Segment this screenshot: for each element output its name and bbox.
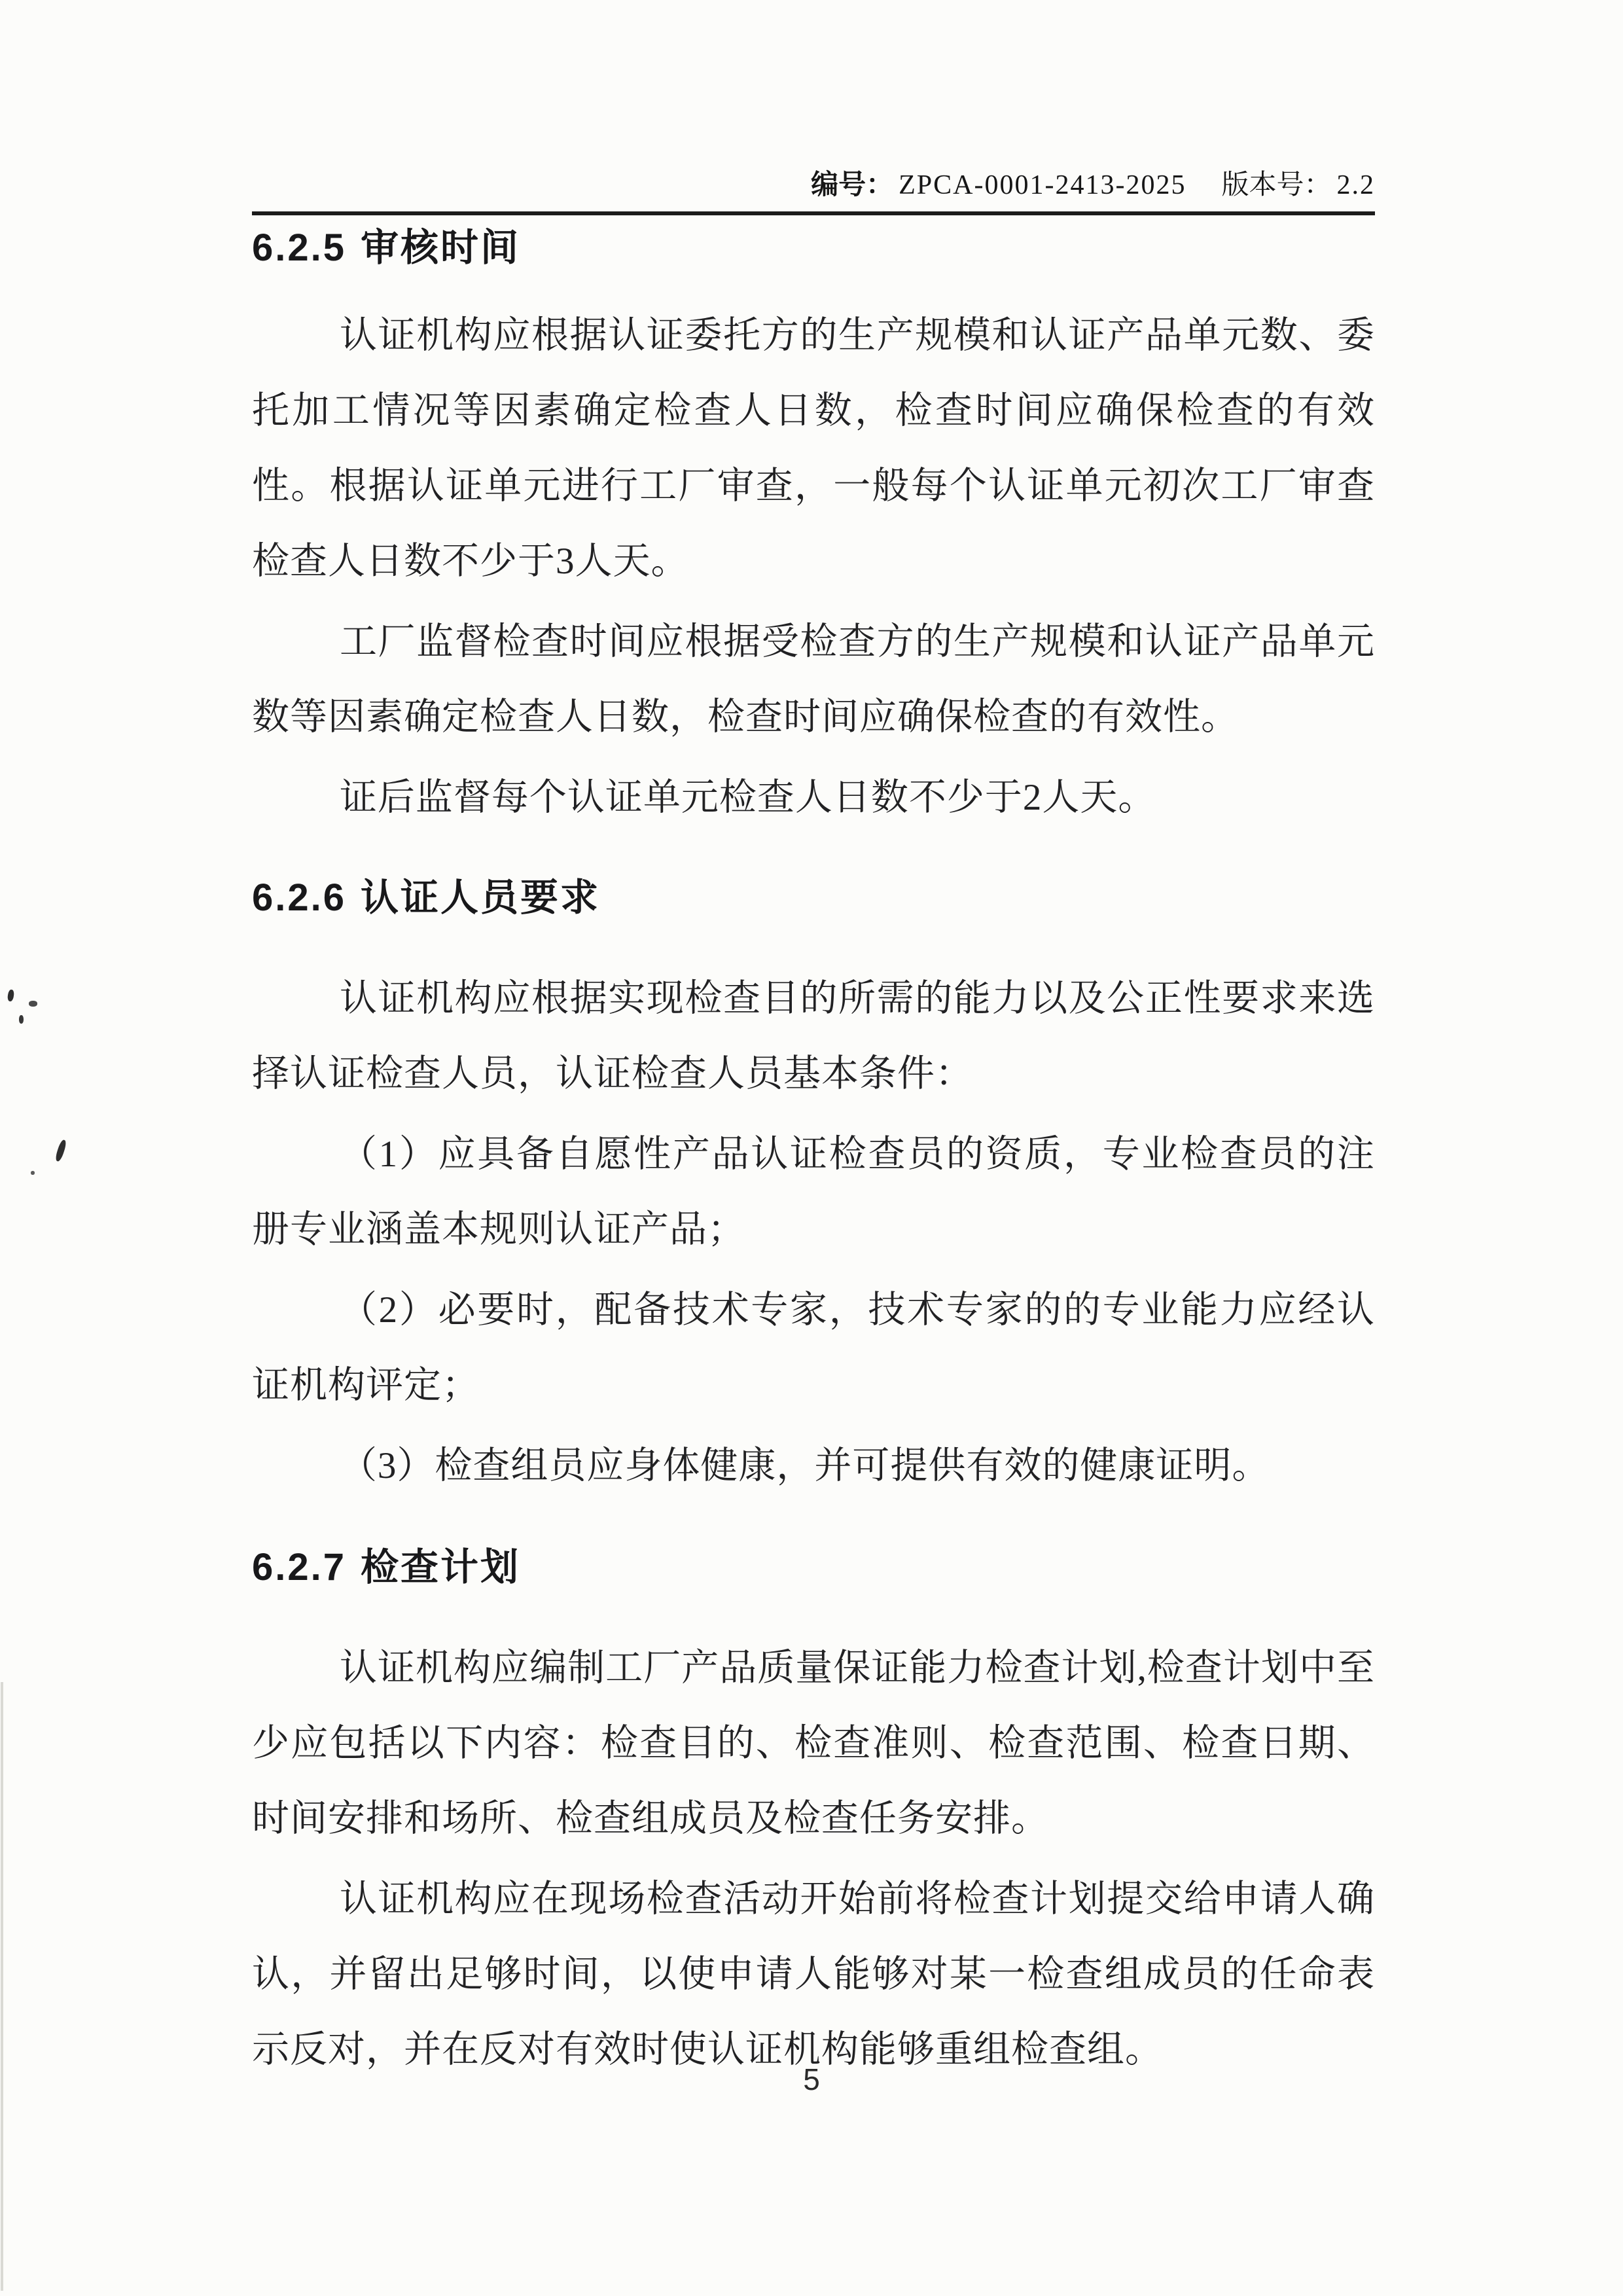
paragraph: 认证机构应编制工厂产品质量保证能力检查计划,检查计划中至少应包括以下内容：检查目的、检查准则、检查范围、检查日期、时间安排和场所、检查组成员及检查任务安排。 [252, 1647, 1375, 1839]
section-title: 认证人员要求 [361, 876, 601, 919]
paragraph: 认证机构应根据实现检查目的所需的能力以及公正性要求来选择认证检查人员，认证检查人员基本条件： [252, 978, 1375, 1094]
scan-artifact [19, 1015, 24, 1024]
list-item: （2）必要时，配备技术专家，技术专家的的专业能力应经认证机构评定； [252, 1289, 1375, 1406]
version-label: 版本号： [1221, 170, 1332, 200]
section-title: 审核时间 [361, 226, 521, 269]
section-heading-6-2-7 [252, 1544, 1375, 1591]
paragraph: 认证机构应根据认证委托方的生产规模和认证产品单元数、委托加工情况等因素确定检查人日数，检查时间应确保检查的有效性。根据认证单元进行工厂审查，一般每个认证单元初次工厂审查检查人日数不少于3人天。 [252, 315, 1375, 582]
page-content [252, 0, 1375, 2092]
section-heading-6-2-5 [252, 224, 1375, 272]
paragraph: 工厂监督检查时间应根据受检查方的生产规模和认证产品单元数等因素确定检查人日数，检查时间应确保检查的有效性。 [252, 621, 1375, 738]
header-divider [252, 211, 1375, 215]
section-number: 6.2.6 [252, 876, 346, 919]
section-heading-6-2-6 [252, 874, 1375, 922]
scan-artifact [29, 1001, 37, 1007]
scan-edge-shadow [1, 1682, 3, 2291]
page-number: 5 [803, 2062, 820, 2096]
list-item: （3）检查组员应身体健康，并可提供有效的健康证明。 [339, 1445, 1270, 1486]
version-value: 2.2 [1336, 170, 1375, 200]
section-title: 检查计划 [361, 1546, 521, 1588]
doc-number-label: 编号： [811, 169, 894, 200]
scan-artifact [54, 1139, 67, 1162]
list-item: （1）应具备自愿性产品认证检查员的资质，专业检查员的注册专业涵盖本规则认证产品； [252, 1134, 1375, 1250]
paragraph: 认证机构应在现场检查活动开始前将检查计划提交给申请人确认，并留出足够时间，以使申请人能够对某一检查组成员的任命表示反对，并在反对有效时使认证机构能够重组检查组。 [252, 1878, 1375, 2070]
scan-artifact [7, 989, 14, 1001]
scan-artifact [31, 1171, 35, 1175]
section-number: 6.2.5 [252, 226, 346, 269]
section-number: 6.2.7 [252, 1546, 346, 1588]
document-header [252, 168, 1375, 202]
doc-number-value: ZPCA-0001-2413-2025 [899, 170, 1186, 200]
paragraph: 证后监督每个认证单元检查人日数不少于2人天。 [339, 777, 1156, 818]
